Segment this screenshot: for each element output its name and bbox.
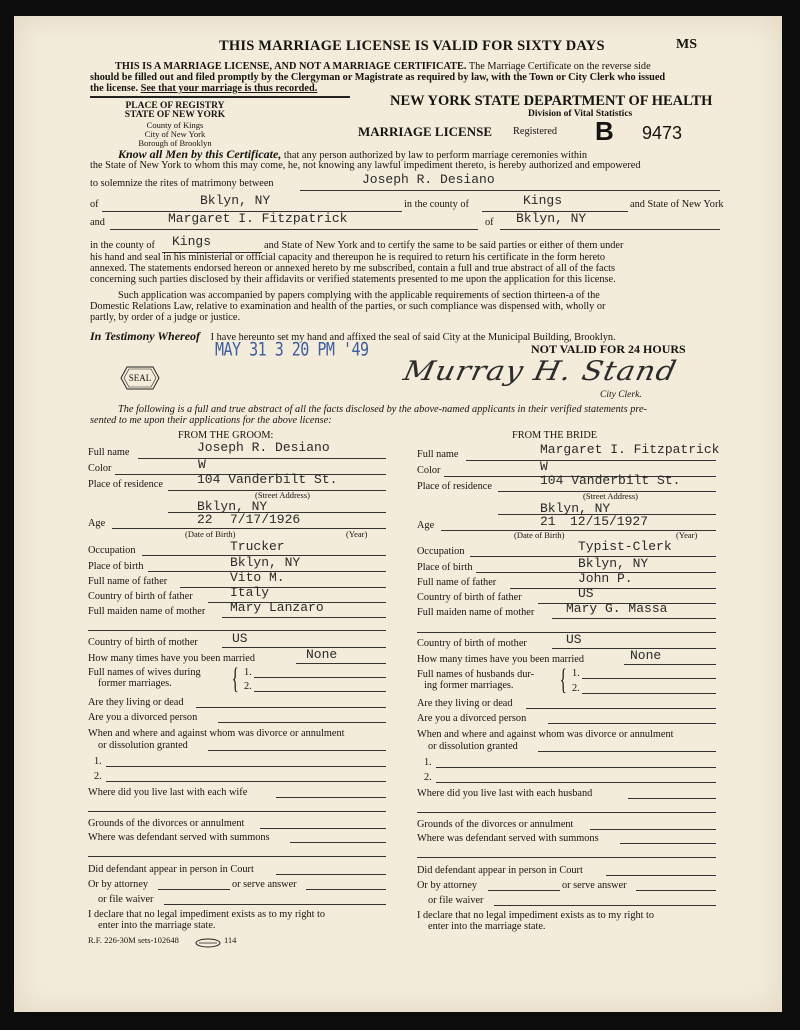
registry-borough: Borough of Brooklyn — [138, 138, 212, 148]
groom-color: W — [198, 457, 206, 472]
bride-birthplace: Bklyn, NY — [578, 556, 649, 571]
groom-color-label: Color — [88, 463, 112, 474]
testimony-heading: In Testimony Whereof — [90, 329, 201, 343]
groom-year-caption: (Year) — [346, 529, 368, 539]
body-line-7: annexed. The statements endorsed hereon or annexed hereto by me subscribed, contain a full and true abstract of all of the facts — [90, 263, 616, 274]
bride-mother-label: Full maiden name of mother — [417, 607, 535, 618]
bride-declare-line-1: I declare that no legal impediment exists as to my right to — [417, 910, 655, 921]
bride-color-label: Color — [417, 465, 441, 476]
and-state-label: and State of New York — [630, 199, 724, 210]
registration-number: 9473 — [642, 123, 683, 143]
groom-birthplace: Bklyn, NY — [230, 555, 301, 570]
bride-waiver-label: or file waiver — [428, 895, 484, 906]
bride-age-label: Age — [417, 520, 435, 531]
seal-label: SEAL — [128, 373, 152, 383]
groom-heading: FROM THE GROOM: — [178, 430, 274, 441]
groom-mother-country: US — [232, 631, 248, 646]
bride-dob-caption: (Date of Birth) — [514, 530, 565, 540]
groom-occupation: Trucker — [230, 539, 285, 554]
application-line-3: partly, by order of a judge or justice. — [90, 312, 241, 323]
groom-residence-label: Place of residence — [88, 479, 163, 490]
groom-full-name: Joseph R. Desiano — [197, 440, 330, 455]
bride-appear-label: Did defendant appear in person in Court — [417, 865, 583, 876]
registry-title: PLACE OF REGISTRY — [125, 101, 225, 111]
groom-when-label-2: or dissolution granted — [98, 740, 188, 751]
groom-declare-line-2: enter into the marriage state. — [98, 920, 216, 931]
bride-attorney-label: Or by attorney — [417, 880, 478, 891]
body-line-2: the State of New York to whom this may come, he, not knowing any lawful impediment thereto, is hereby authorized and empowered — [90, 160, 641, 171]
body-line-3: to solemnize the rites of matrimony between — [90, 178, 274, 189]
groom-declare-line-1: I declare that no legal impediment exists as to my right to — [88, 909, 326, 920]
bride-name-value: Margaret I. Fitzpatrick — [168, 211, 348, 226]
and-label: and — [90, 217, 105, 228]
body-line-8: concerning such parties disclosed by their affidavits or verified statements presented to me upon the application for this license. — [90, 274, 616, 285]
body-line-1: that any person authorized by law to perform marriage ceremonies within — [283, 150, 588, 161]
application-line-1: Such application was accompanied by papers complying with the applicable requirements of section thirteen-a of the — [118, 290, 600, 301]
groom-dob-caption: (Date of Birth) — [185, 529, 236, 539]
in-county-label: in the county of — [404, 199, 469, 210]
groom-street: 104 Vanderbilt St. — [197, 472, 338, 487]
bride-mother-country-label: Country of birth of mother — [417, 638, 527, 649]
groom-age: 22 — [197, 512, 213, 527]
bride-husband-2-number: 2. — [572, 683, 580, 694]
not-valid-notice: NOT VALID FOR 24 HOURS — [531, 342, 686, 356]
notice-1: THIS IS A MARRIAGE LICENSE, AND NOT A MARRIAGE CERTIFICATE. — [115, 61, 467, 72]
date-time-stamp: MAY 31 3 20 PM '49 — [215, 337, 369, 361]
clerk-signature: Murray H. Stand — [400, 355, 680, 388]
bride-times-married: None — [630, 648, 662, 663]
groom-wives-label-1: Full names of wives during — [88, 667, 201, 678]
bride-residence-label: Place of residence — [417, 481, 492, 492]
bride-full-name-label: Full name — [417, 449, 459, 460]
license-title: MARRIAGE LICENSE — [358, 124, 492, 139]
bride-grounds-label: Grounds of the divorces or annulment — [417, 819, 574, 830]
groom-attorney-label: Or by attorney — [88, 879, 149, 890]
groom-county-value: Kings — [523, 193, 563, 208]
registry-city: City of New York — [144, 129, 206, 139]
groom-living-label: Are they living or dead — [88, 697, 184, 708]
bride-divorce-1-number: 1. — [424, 757, 432, 768]
groom-place-value: Bklyn, NY — [200, 193, 271, 208]
groom-when-label-1: When and where and against whom was divorce or annulment — [88, 728, 345, 739]
groom-wife-1-number: 1. — [244, 667, 252, 678]
bride-when-label-1: When and where and against whom was divorce or annulment — [417, 729, 674, 740]
valid-title: THIS MARRIAGE LICENSE IS VALID FOR SIXTY DAYS — [219, 38, 605, 54]
groom-divorced-label: Are you a divorced person — [88, 712, 198, 723]
groom-father-label: Full name of father — [88, 576, 168, 587]
bride-times-married-label: How many times have you been married — [417, 654, 584, 665]
groom-grounds-label: Grounds of the divorces or annulment — [88, 818, 245, 829]
body-line-6: his hand and seal in his ministerial or official capacity and thereupon he is required to return his certificate in the form hereto — [90, 252, 606, 263]
bride-mother-country: US — [566, 632, 582, 647]
groom-dob: 7/17/1926 — [230, 512, 301, 527]
bride-year-caption: (Year) — [676, 530, 698, 540]
groom-street-caption: (Street Address) — [255, 490, 311, 500]
union-number: 114 — [224, 935, 237, 945]
bride-heading: FROM THE BRIDE — [512, 430, 598, 441]
form-code: R.F. 226-30M sets-102648 — [88, 935, 179, 945]
bride-place-value: Bklyn, NY — [516, 211, 587, 226]
ms-code: MS — [676, 37, 697, 52]
bride-divorced-label: Are you a divorced person — [417, 713, 527, 724]
groom-appear-label: Did defendant appear in person in Court — [88, 864, 254, 875]
bride-county-value: Kings — [172, 234, 212, 249]
groom-wives-label-2: former marriages. — [98, 678, 172, 689]
bride-father-country-label: Country of birth of father — [417, 592, 522, 603]
bride-divorce-2-number: 2. — [424, 772, 432, 783]
notice-2: The Marriage Certificate on the reverse side — [468, 61, 651, 72]
bride-last-husband-label: Where did you live last with each husband — [417, 788, 593, 799]
bride-street: 104 Vanderbilt St. — [540, 473, 681, 488]
groom-answer-label: or serve answer — [232, 879, 297, 890]
in-county-label-2: in the county of — [90, 240, 155, 251]
groom-city: Bklyn, NY — [197, 499, 268, 514]
groom-times-married: None — [306, 647, 338, 662]
bride-living-label: Are they living or dead — [417, 698, 513, 709]
groom-waiver-label: or file waiver — [98, 894, 154, 905]
bride-full-name: Margaret I. Fitzpatrick — [540, 442, 720, 457]
of-label-2: of — [485, 217, 494, 228]
bride-occupation-label: Occupation — [417, 546, 465, 557]
groom-mother-label: Full maiden name of mother — [88, 606, 206, 617]
know-all-heading: Know all Men by this Certificate, — [118, 147, 282, 161]
bride-birthplace-label: Place of birth — [417, 562, 473, 573]
bride-occupation: Typist-Clerk — [578, 539, 672, 554]
department-name: NEW YORK STATE DEPARTMENT OF HEALTH — [390, 93, 713, 109]
application-line-2: Domestic Relations Law, relative to examination and health of the parties, or such compliance was dispensed with, wholly or — [90, 301, 606, 312]
bride-husbands-label-1: Full names of husbands dur- — [417, 669, 535, 680]
department-division: Division of Vital Statistics — [528, 109, 633, 119]
bride-street-caption: (Street Address) — [583, 491, 639, 501]
groom-father: Vito M. — [230, 570, 285, 585]
groom-mother-country-label: Country of birth of mother — [88, 637, 198, 648]
registry-state: STATE OF NEW YORK — [124, 110, 226, 120]
groom-full-name-label: Full name — [88, 447, 130, 458]
bride-served-label: Where was defendant served with summons — [417, 833, 599, 844]
groom-father-country: Italy — [230, 585, 270, 600]
bride-husband-1-number: 1. — [572, 668, 580, 679]
groom-wives-brace: { — [231, 662, 239, 695]
registry-county: County of Kings — [146, 120, 204, 130]
groom-name-value: Joseph R. Desiano — [362, 172, 495, 187]
groom-last-wife-label: Where did you live last with each wife — [88, 787, 248, 798]
union-label-icon — [195, 935, 221, 945]
groom-times-married-label: How many times have you been married — [88, 653, 255, 664]
groom-divorce-1-number: 1. — [94, 756, 102, 767]
groom-father-country-label: Country of birth of father — [88, 591, 193, 602]
bride-when-label-2: or dissolution granted — [428, 741, 518, 752]
groom-birthplace-label: Place of birth — [88, 561, 144, 572]
bride-age: 21 — [540, 514, 556, 529]
groom-divorce-2-number: 2. — [94, 771, 102, 782]
city-clerk-label: City Clerk. — [600, 390, 642, 400]
notice-5: See that your marriage is thus recorded. — [140, 83, 318, 94]
notice-3: should be filled out and filed promptly by the Clergyman or Magistrate as required by law, with the Town or City Clerk who issued — [90, 72, 666, 83]
abstract-line-1: The following is a full and true abstract of all the facts disclosed by the above-named applicants in their verified statements pre- — [118, 404, 647, 415]
bride-husbands-brace: { — [559, 663, 567, 696]
registration-letter: B — [595, 116, 614, 146]
groom-age-label: Age — [88, 518, 106, 529]
bride-father-label: Full name of father — [417, 577, 497, 588]
of-label-1: of — [90, 199, 99, 210]
groom-mother: Mary Lanzaro — [230, 600, 324, 615]
groom-wife-2-number: 2. — [244, 681, 252, 692]
bride-answer-label: or serve answer — [562, 880, 627, 891]
bride-mother: Mary G. Massa — [566, 601, 668, 616]
body-line-5: and State of New York and to certify the same to be said parties or either of them under — [264, 240, 624, 251]
bride-city: Bklyn, NY — [540, 501, 611, 516]
bride-declare-line-2: enter into the marriage state. — [428, 921, 546, 932]
registered-label: Registered — [513, 126, 558, 137]
testimony-text: I have hereunto set my hand and affixed the seal of said City at the Municipal Building, Brooklyn. — [210, 332, 616, 343]
bride-father-country: US — [578, 586, 594, 601]
abstract-line-2: sented to me upon their applications for the above license: — [90, 415, 332, 426]
bride-husbands-label-2: ing former marriages. — [424, 680, 514, 691]
groom-served-label: Where was defendant served with summons — [88, 832, 270, 843]
notice-4: the license. — [90, 83, 139, 94]
groom-occupation-label: Occupation — [88, 545, 136, 556]
bride-dob: 12/15/1927 — [570, 514, 649, 529]
bride-color: W — [540, 459, 548, 474]
bride-father: John P. — [578, 571, 633, 586]
